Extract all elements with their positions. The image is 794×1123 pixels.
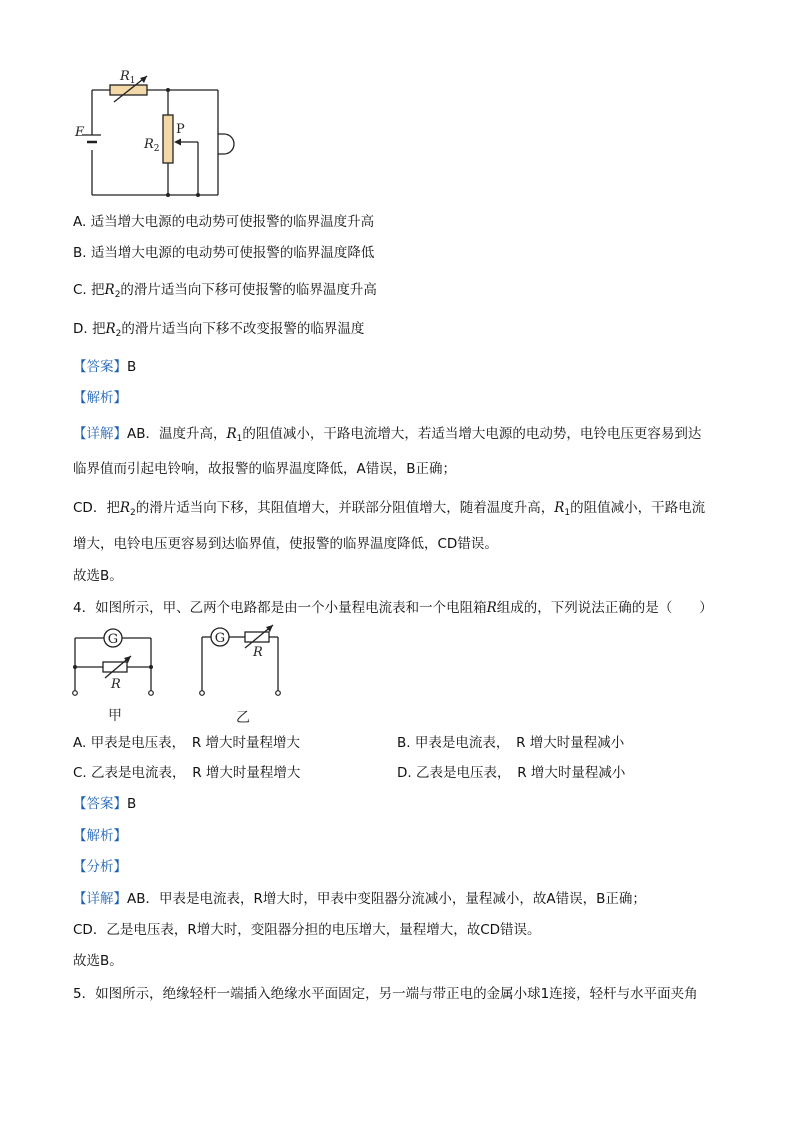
q3-conclusion: 故选B。 [73,568,123,584]
galvanometer-label-yi: G [214,631,226,646]
q3-detail-line-4: 增大，电铃电压更容易到达临界值，使报警的临界温度降低，CD错误。 [73,536,498,552]
r1-label: R [120,69,130,84]
q4-option-c: C. 乙表是电流表， R 增大时量程增大 [73,765,301,781]
q3-detail-line-1: 【详解】AB．温度升高，$R_1$的阻值减小，干路电流增大，若适当增大电源的电动势，电铃电压更容易到达 [73,426,702,444]
q3-option-c: C. 把$R_2$的滑片适当向下移可使报警的临界温度升高 [73,282,377,300]
alarm-circuit-figure [70,62,250,202]
circuit-yi-caption: 乙 [236,710,250,726]
q4-option-b: B. 甲表是电流表， R 增大时量程减小 [397,735,625,751]
meter-circuits-figure [65,620,295,730]
slider-p-label: P [176,122,185,137]
r2-sub: 2 [153,144,160,154]
q3-option-d: D. 把$R_2$的滑片适当向下移不改变报警的临界温度 [73,321,365,339]
galvanometer-label-jia: G [107,632,119,647]
q4-option-a: A. 甲表是电压表， R 增大时量程增大 [73,735,301,751]
q4-stem: 4．如图所示，甲、乙两个电路都是由一个小量程电流表和一个电阻箱R组成的，下列说法正确的是（ ） [73,600,713,616]
q3-option-a: A. 适当增大电源的电动势可使报警的临界温度升高 [73,214,375,230]
circuit-jia-caption: 甲 [108,708,122,724]
r1-sub: 1 [129,76,136,86]
q5-stem: 5．如图所示，绝缘轻杆一端插入绝缘水平面固定，另一端与带正电的金属小球1连接，轻杆与水平面夹角 [73,986,698,1002]
q4-option-d: D. 乙表是电压表， R 增大时量程减小 [397,765,626,781]
q3-answer: 【答案】B [73,359,137,375]
resistor-label-yi: R [253,645,263,660]
emf-label: E [75,125,85,140]
q4-answer: 【答案】B [73,796,137,812]
q4-conclusion: 故选B。 [73,953,123,969]
svg-text:R1 [119,69,136,86]
q3-detail-line-3: CD．把$R_2$的滑片适当向下移，其阻值增大，并联部分阻值增大，随着温度升高，$R_1$的阻值减小，干路电流 [73,500,706,518]
q4-detail-line-1: 【详解】AB．甲表是电流表，R增大时，甲表中变阻器分流减小，量程减小，故A错误，B正确； [73,891,646,907]
resistor-label-jia: R [111,677,121,692]
q4-analysis-label: 【解析】 [73,828,127,844]
q4-fenxi-label: 【分析】 [73,859,127,875]
svg-text:R2 [143,137,160,154]
r2-label: R [144,137,154,152]
q3-detail-line-2: 临界值而引起电铃响，故报警的临界温度降低，A错误，B正确； [73,461,456,477]
q4-detail-line-2: CD．乙是电压表，R增大时，变阻器分担的电压增大，量程增大，故CD错误。 [73,922,541,938]
q3-analysis-label: 【解析】 [73,390,127,406]
q3-option-b: B. 适当增大电源的电动势可使报警的临界温度降低 [73,245,375,261]
